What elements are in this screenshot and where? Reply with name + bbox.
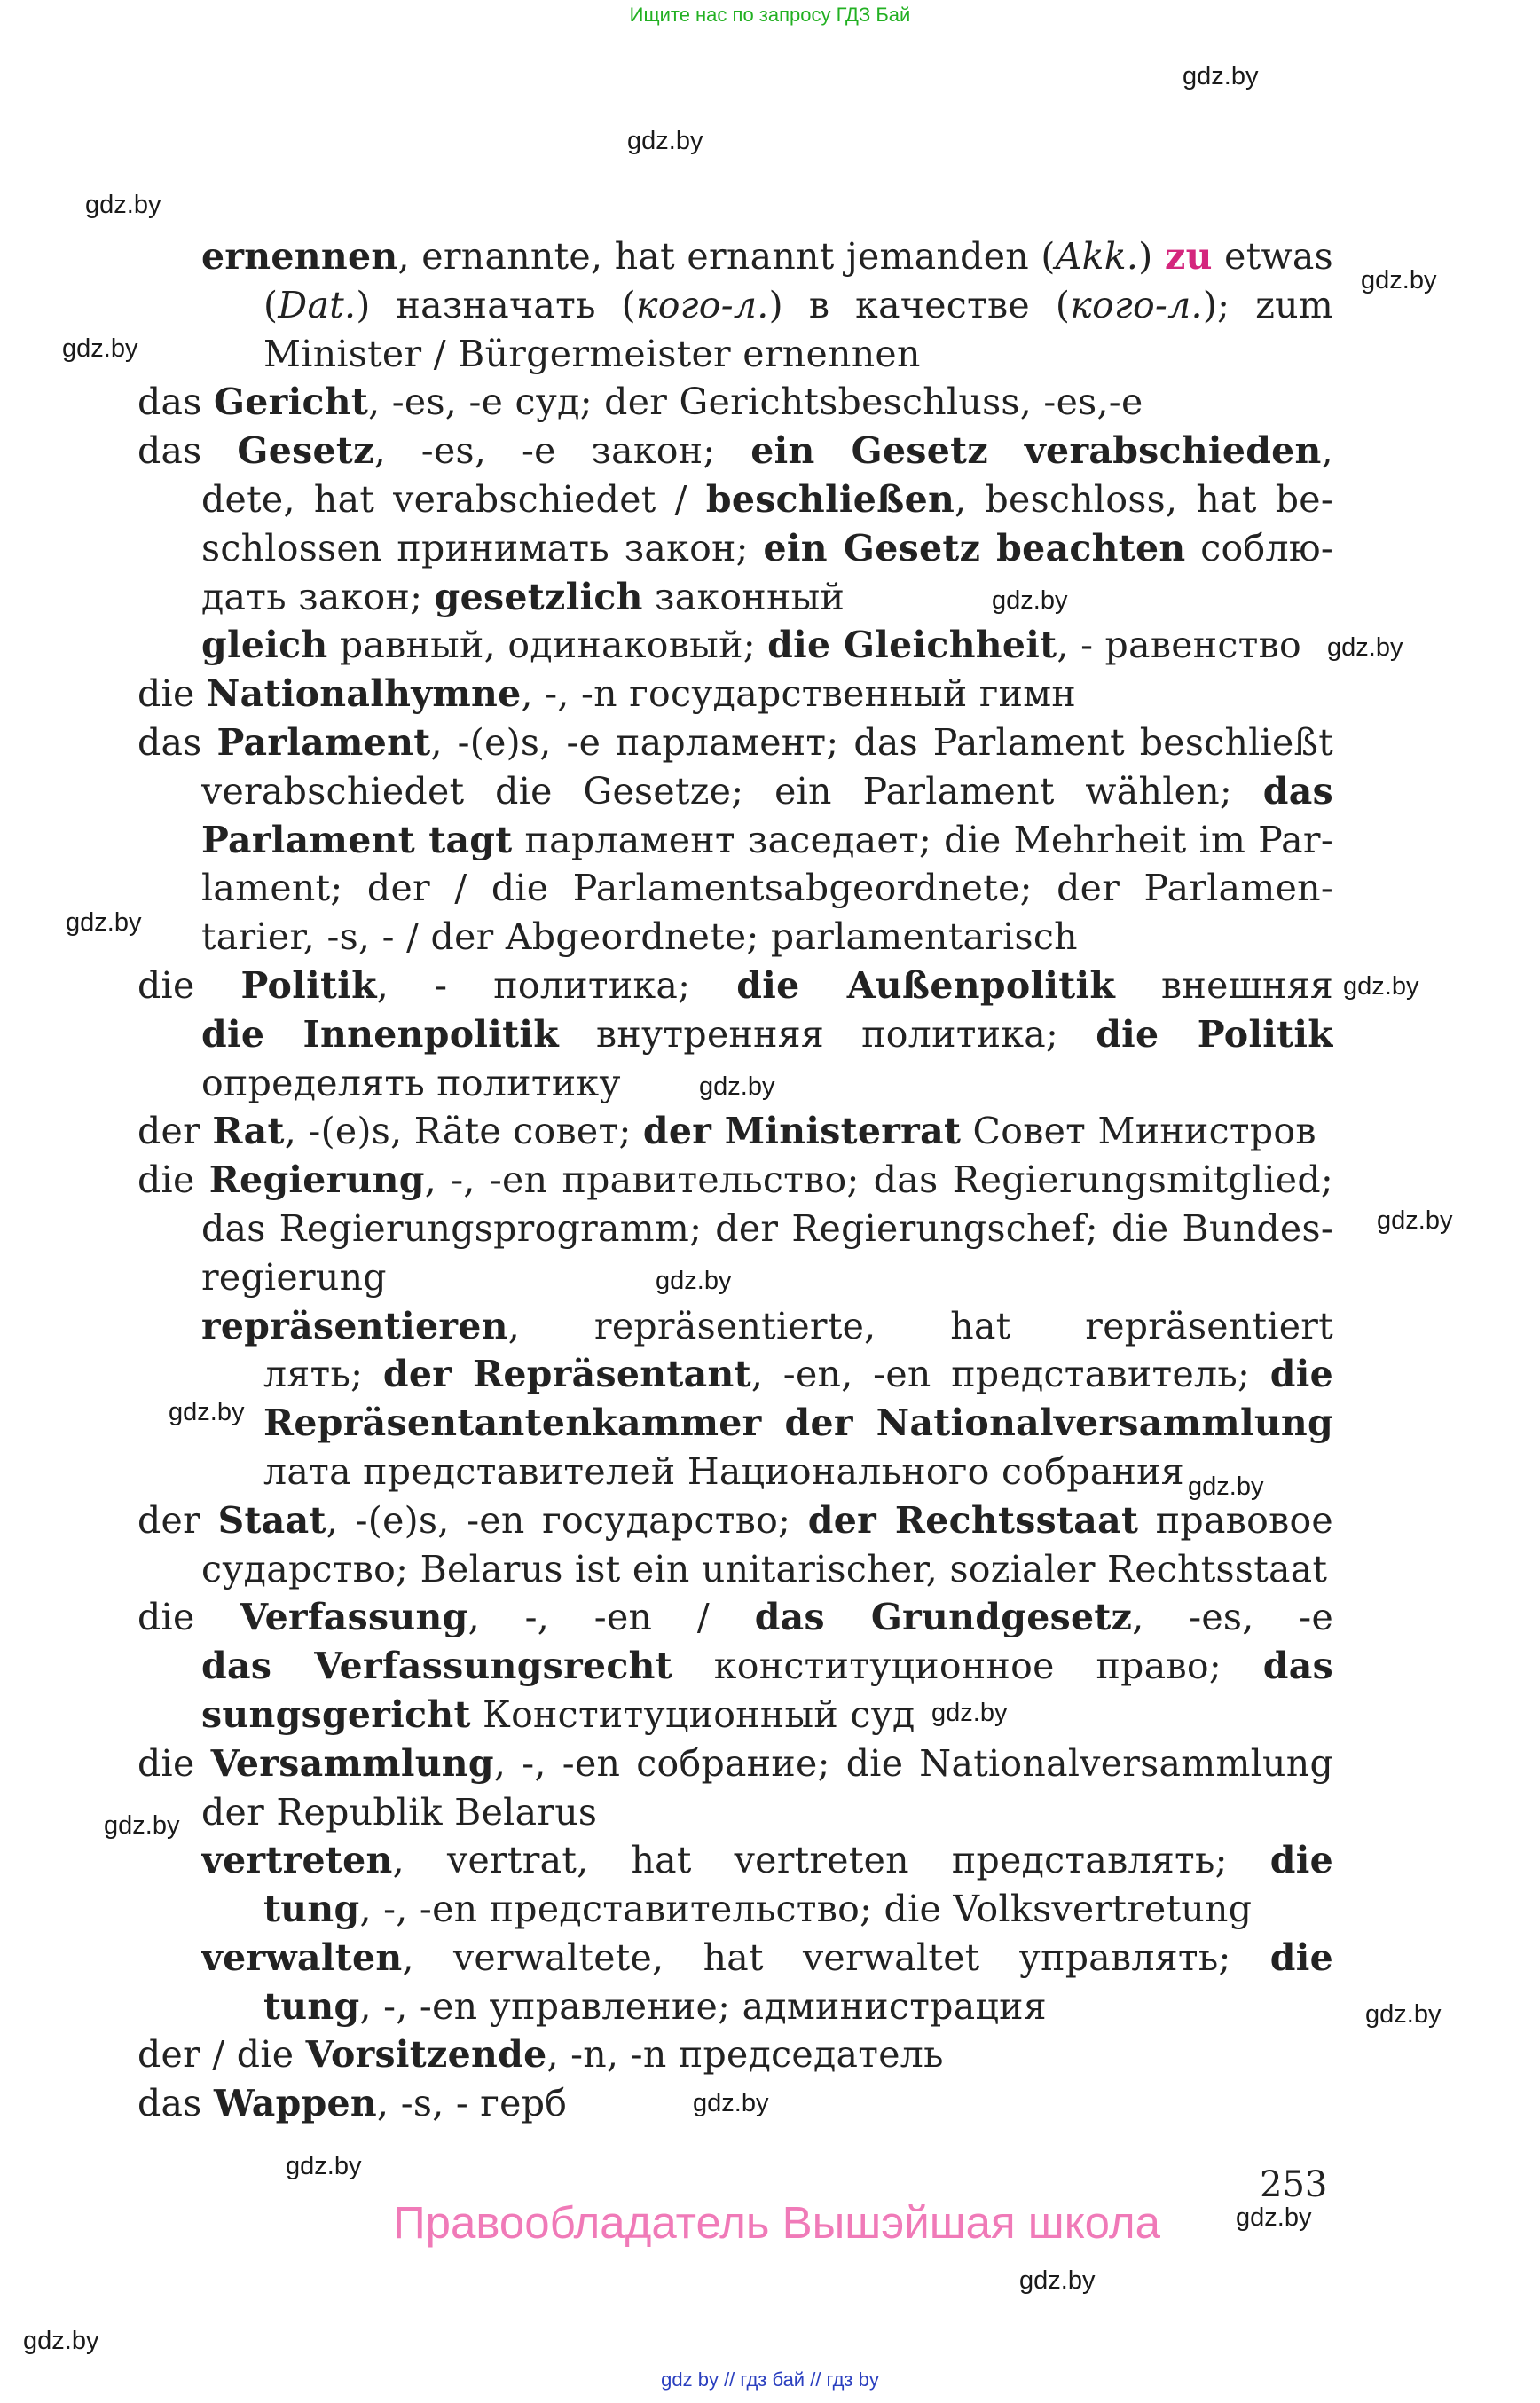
watermark: gdz.by <box>66 908 142 937</box>
entry-line: Minister / Bürgermeister ernennen <box>263 332 921 375</box>
watermark: gdz.by <box>1343 972 1419 1001</box>
entry-line: die Nationalhymne, -, -n государственный гимн <box>138 672 1077 716</box>
watermark: gdz.by <box>1182 62 1259 90</box>
entry-gleich <box>138 621 1333 670</box>
entry-line: dete, hat verabschiedet / beschließen, beschloss, hat be- <box>201 477 1333 521</box>
entry-line: дать закон; gesetzlich законный <box>201 575 845 618</box>
entry-line: определять политику <box>201 1061 621 1104</box>
watermark: gdz.by <box>627 127 703 155</box>
entry-line: das Parlament, -(e)s, -e парламент; das Parlament beschließt <box>138 720 1333 764</box>
entry-wappen <box>138 2079 1333 2128</box>
entry-line: ernennen, ernannte, hat ernannt jemanden (Akk.) zu etwas <box>201 235 1333 278</box>
entry-line: das Gesetz, -es, -e закон; ein Gesetz verabschieden, <box>138 429 1333 473</box>
entry-line: lament; der / die Parlamentsabgeordnete; der Parlamen- <box>201 867 1333 910</box>
watermark: gdz.by <box>992 586 1068 615</box>
entry-line: repräsentieren, repräsentierte, hat repräsentiert <box>201 1304 1333 1347</box>
entry-line: die Verfassung, -, -en / das Grundgesetz, -es, -e <box>138 1596 1333 1639</box>
watermark: gdz.by <box>23 2327 99 2355</box>
entry-nationalhymne <box>138 670 1333 719</box>
entry-gericht <box>138 378 1333 427</box>
entry-line: der Staat, -(e)s, -en государство; der Rechtsstaat правовое <box>138 1498 1333 1542</box>
entry-line: das Regierungsprogramm; der Regierungschef; die Bundes- <box>201 1206 1333 1250</box>
watermark: gdz.by <box>104 1811 180 1840</box>
entry-line: sungsgericht Конституционный суд <box>201 1692 915 1736</box>
watermark: gdz.by <box>62 334 138 363</box>
entry-line: die Politik, - политика; die Außenpolitik внешняя <box>138 963 1333 1007</box>
entry-politik <box>138 962 1333 1107</box>
entry-line: der Republik Belarus <box>201 1790 598 1834</box>
watermark: gdz.by <box>85 191 161 219</box>
entry-repraesentieren <box>138 1302 1333 1496</box>
entry-line: tung, -, -en управление; администрация <box>263 1984 1047 2028</box>
top-banner[interactable]: Ищите нас по запросу ГДЗ Бай <box>629 4 911 26</box>
entry-line: das Gericht, -es, -e суд; der Gerichtsbeschluss, -es,-e <box>138 381 1143 424</box>
entry-line: Parlament tagt парламент заседает; die Mehrheit im Par- <box>201 818 1333 861</box>
entry-line: лата представителей Национального собрания <box>263 1449 1184 1493</box>
entry-ernennen <box>138 232 1333 378</box>
watermark: gdz.by <box>169 1398 245 1426</box>
entry-verwalten <box>138 1934 1333 2031</box>
entry-line: сударство; Belarus ist ein unitarischer, sozialer Rechtsstaat <box>201 1547 1328 1590</box>
entry-line: regierung <box>201 1255 387 1299</box>
watermark: gdz.by <box>931 1699 1008 1727</box>
watermark: gdz.by <box>1327 633 1403 662</box>
watermark: gdz.by <box>1361 266 1437 294</box>
entry-verfassung <box>138 1593 1333 1739</box>
watermark: gdz.by <box>1365 2000 1442 2029</box>
watermark: gdz.by <box>1019 2266 1096 2295</box>
entry-line: der / die Vorsitzende, -n, -n председатель <box>138 2033 944 2077</box>
entry-line: das Verfassungsrecht конституционное право; das <box>201 1645 1333 1688</box>
entry-rat <box>138 1107 1333 1156</box>
watermark: gdz.by <box>1188 1472 1264 1501</box>
footer-links[interactable]: gdz by // гдз бай // гдз by <box>661 2368 879 2391</box>
entry-line: der Rat, -(e)s, Räte совет; der Ministerrat Совет Министров <box>138 1110 1316 1153</box>
entry-line: лять; der Repräsentant, -en, -en представитель; die <box>263 1353 1333 1396</box>
entry-line: verwalten, verwaltete, hat verwaltet управлять; die <box>201 1936 1333 1979</box>
entry-line: vertreten, vertrat, hat vertreten представлять; die <box>201 1839 1333 1882</box>
entry-vertreten <box>138 1836 1333 1934</box>
watermark: gdz.by <box>1377 1206 1453 1235</box>
entry-line: tarier, -s, - / der Abgeordnete; parlamentarisch <box>201 915 1078 959</box>
entry-gesetz <box>138 427 1333 621</box>
page-number: 253 <box>1260 2164 1328 2205</box>
entry-line: tung, -, -en представительство; die Volksvertretung <box>263 1888 1253 1931</box>
entry-line: die Innenpolitik внутренняя политика; die Politik <box>201 1012 1333 1056</box>
entry-line: schlossen принимать закон; ein Gesetz beachten соблю- <box>201 526 1333 569</box>
entry-versammlung <box>138 1739 1333 1837</box>
copyright-owner: Правообладатель Вышэйшая школа <box>393 2197 1160 2248</box>
entry-line: gleich равный, одинаковый; die Gleichheit, - равенство <box>201 624 1302 667</box>
entry-line: die Regierung, -, -en правительство; das Regierungsmitglied; <box>138 1158 1333 1202</box>
watermark: gdz.by <box>693 2089 769 2117</box>
entry-regierung <box>138 1156 1333 1301</box>
entry-vorsitzende <box>138 2030 1333 2079</box>
watermark: gdz.by <box>286 2152 362 2180</box>
entry-line: (Dat.) назначать (кого-л.) в качестве (кого-л.); zum <box>263 283 1333 326</box>
dictionary-content <box>138 232 1333 2128</box>
entry-line: verabschiedet die Gesetze; ein Parlament wählen; das <box>201 769 1333 813</box>
watermark: gdz.by <box>1236 2203 1312 2232</box>
entry-line: die Versammlung, -, -en собрание; die Nationalversammlung <box>138 1741 1333 1785</box>
entry-line: das Wappen, -s, - герб <box>138 2082 568 2125</box>
entry-line: Repräsentantenkammer der Nationalversammlung <box>263 1402 1333 1445</box>
entry-staat <box>138 1496 1333 1594</box>
watermark: gdz.by <box>699 1072 775 1101</box>
entry-parlament <box>138 719 1333 962</box>
watermark: gdz.by <box>656 1267 732 1295</box>
